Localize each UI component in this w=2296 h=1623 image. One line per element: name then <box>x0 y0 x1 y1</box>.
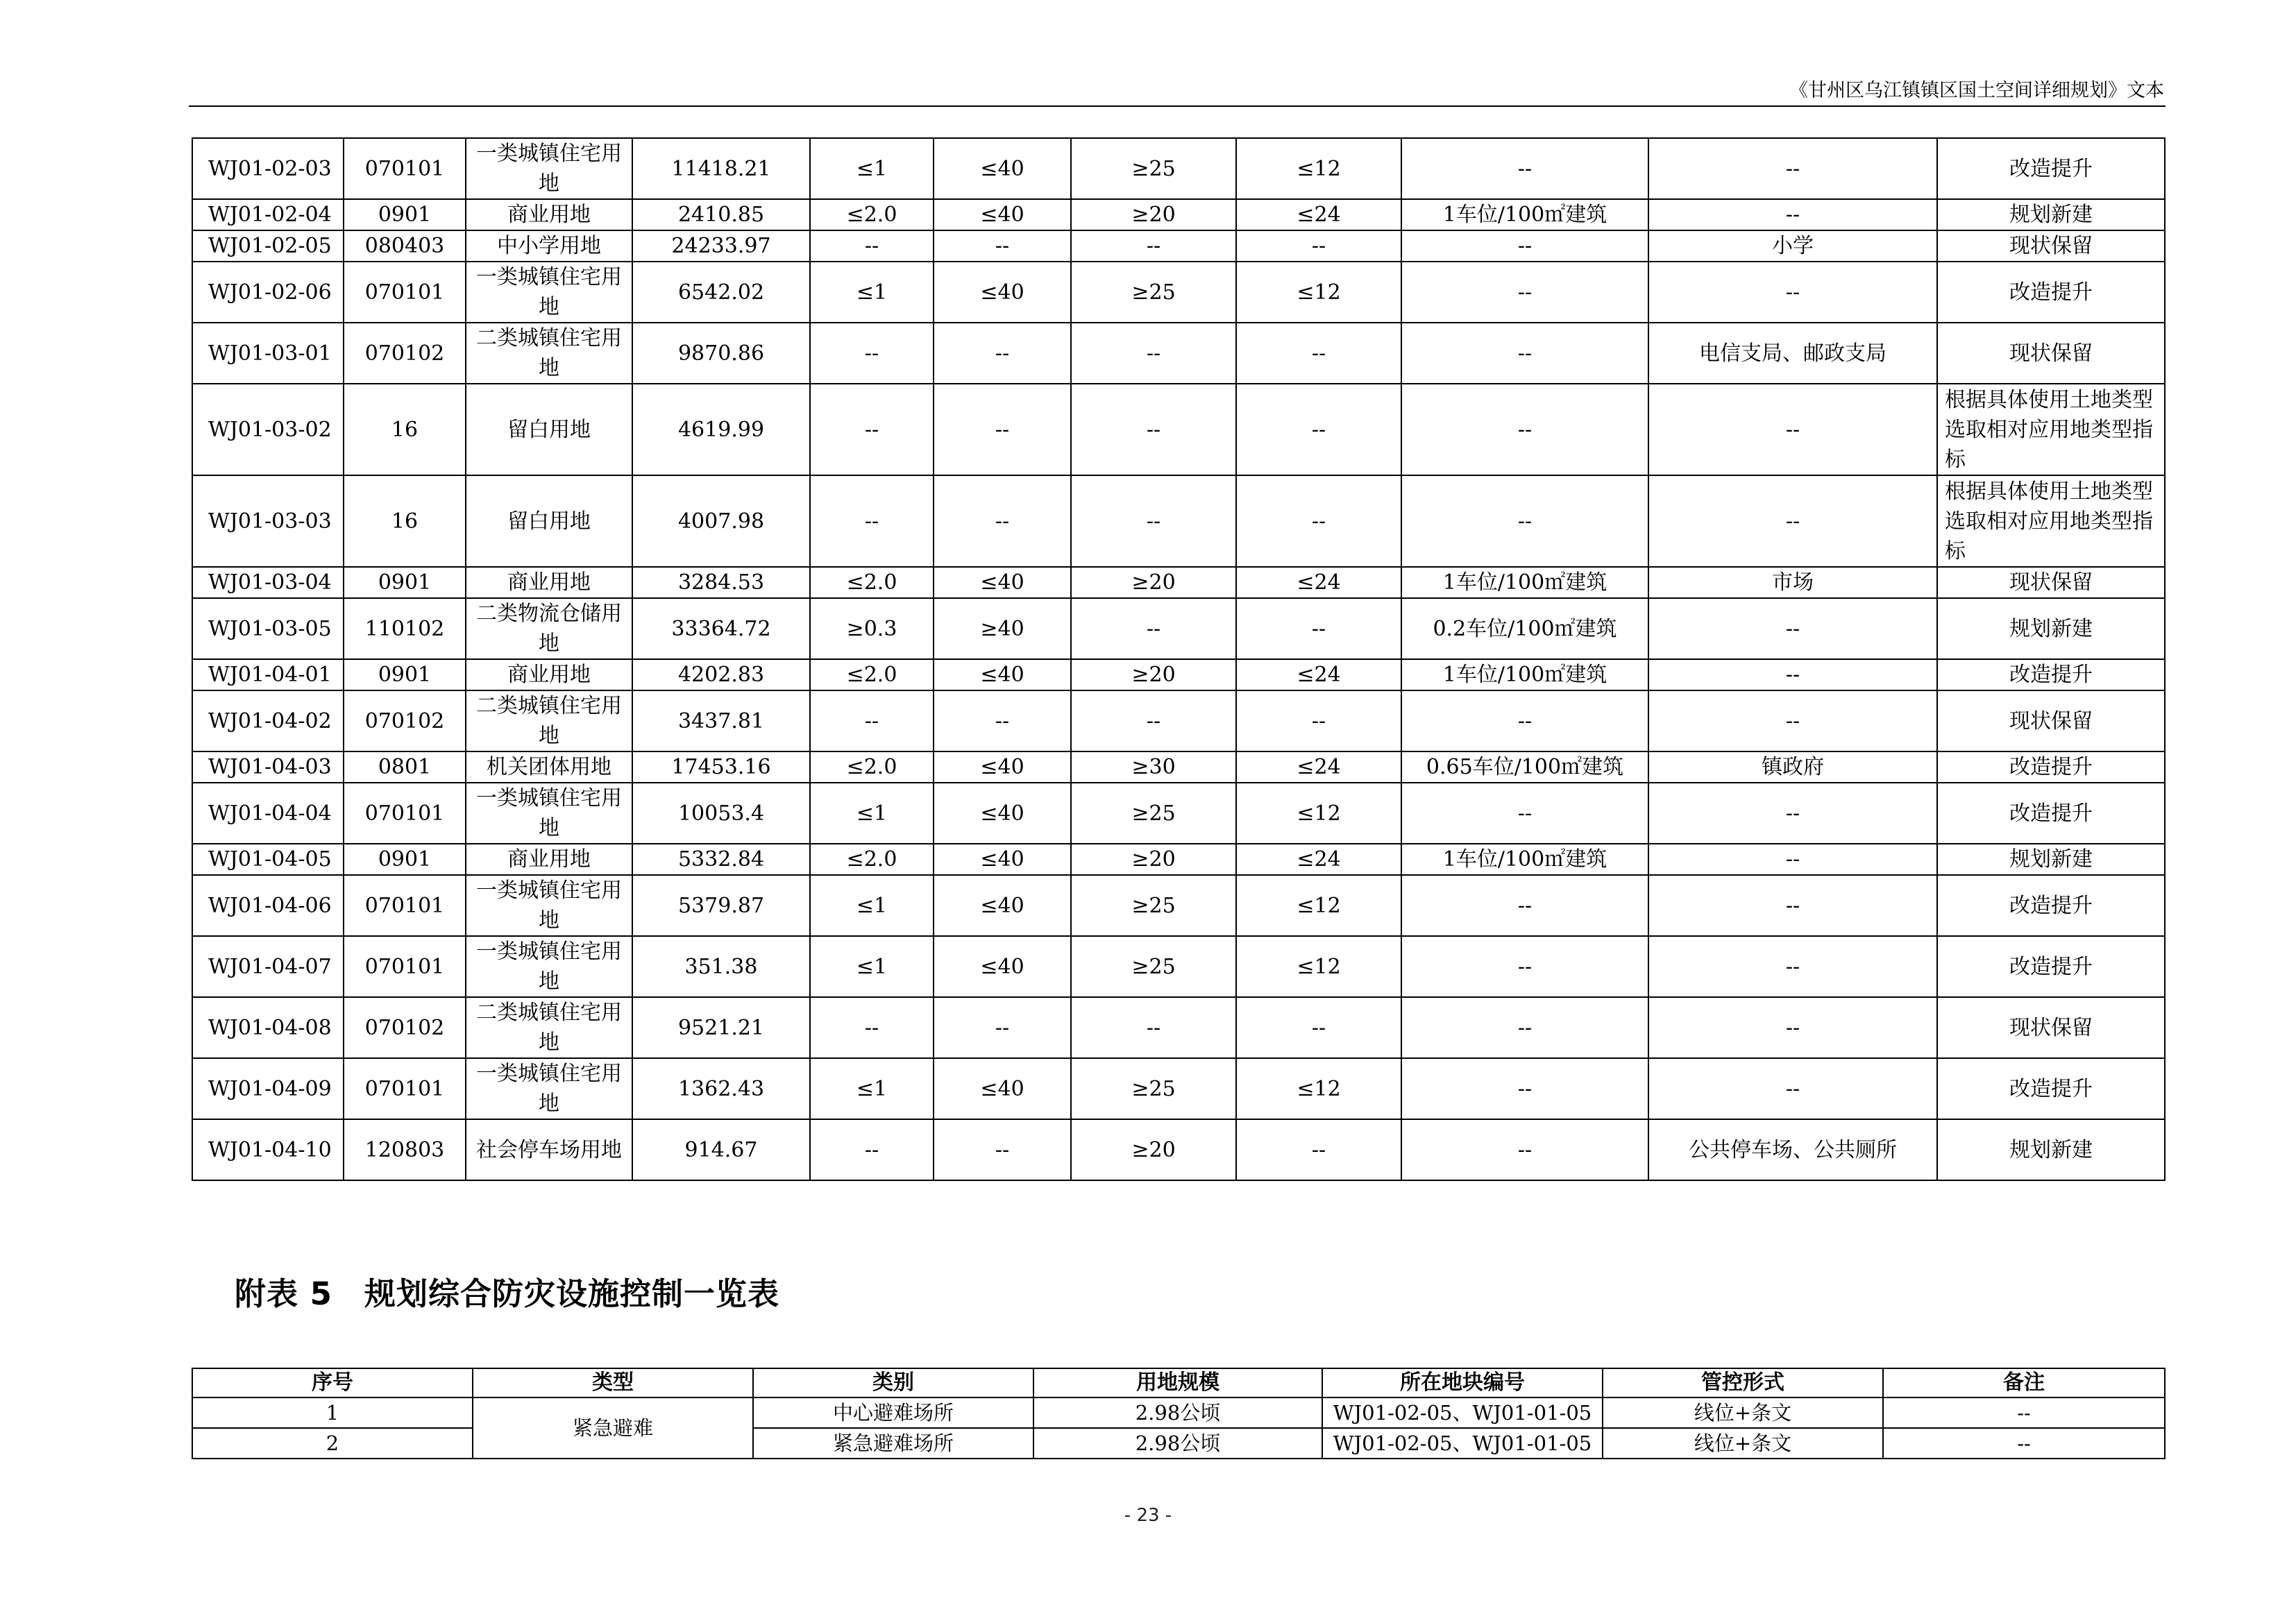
cell-green-ratio: -- <box>1071 690 1236 751</box>
cell-type: 紧急避难 <box>473 1397 753 1459</box>
cell-coverage: -- <box>934 230 1071 262</box>
cell-area: 914.67 <box>632 1119 810 1180</box>
table-row <box>192 230 2165 262</box>
cell-area: 4007.98 <box>632 475 810 567</box>
cell-plot-id: WJ01-02-04 <box>192 199 344 230</box>
cell-parking: -- <box>1401 475 1648 567</box>
cell-land-code: 070101 <box>344 138 466 199</box>
cell-height: -- <box>1236 475 1401 567</box>
cell-parking: 1车位/100㎡建筑 <box>1401 199 1648 230</box>
header-cell-land-scale: 用地规模 <box>1033 1368 1322 1397</box>
table-row <box>192 475 2165 567</box>
cell-area: 5332.84 <box>632 844 810 875</box>
cell-plot-id: WJ01-04-06 <box>192 875 344 936</box>
cell-coverage: ≤40 <box>934 936 1071 997</box>
cell-facilities: 公共停车场、公共厕所 <box>1648 1119 1937 1180</box>
cell-area: 5379.87 <box>632 875 810 936</box>
cell-land-type: 一类城镇住宅用地 <box>466 138 632 199</box>
table-row <box>192 598 2165 659</box>
cell-land-type: 一类城镇住宅用地 <box>466 1058 632 1119</box>
cell-plot-id: WJ01-02-05 <box>192 230 344 262</box>
cell-remark: 改造提升 <box>1937 659 2165 690</box>
cell-facilities: -- <box>1648 199 1937 230</box>
cell-land-scale: 2.98公顷 <box>1033 1397 1322 1428</box>
cell-remark: 规划新建 <box>1937 844 2165 875</box>
cell-land-type: 二类物流仓储用地 <box>466 598 632 659</box>
cell-area: 4202.83 <box>632 659 810 690</box>
cell-far: ≤1 <box>810 138 934 199</box>
table-row <box>192 659 2165 690</box>
table-row <box>192 875 2165 936</box>
table-row <box>192 138 2165 199</box>
cell-area: 10053.4 <box>632 783 810 844</box>
cell-remark: -- <box>1883 1397 2165 1428</box>
cell-index: 2 <box>192 1428 473 1459</box>
cell-facilities: -- <box>1648 690 1937 751</box>
table-row <box>192 1397 2165 1428</box>
disaster-facility-table <box>192 1368 2166 1459</box>
cell-far: ≤1 <box>810 936 934 997</box>
cell-green-ratio: ≥20 <box>1071 844 1236 875</box>
cell-land-type: 商业用地 <box>466 659 632 690</box>
cell-parking: -- <box>1401 1119 1648 1180</box>
cell-area: 17453.16 <box>632 751 810 783</box>
cell-remark: 改造提升 <box>1937 138 2165 199</box>
cell-coverage: ≤40 <box>934 659 1071 690</box>
cell-height: -- <box>1236 1119 1401 1180</box>
cell-coverage: -- <box>934 475 1071 567</box>
document-header-title: 《甘州区乌江镇镇区国土空间详细规划》文本 <box>1789 80 2164 101</box>
cell-remark: 现状保留 <box>1937 690 2165 751</box>
plot-control-table <box>192 137 2166 1181</box>
cell-land-scale: 2.98公顷 <box>1033 1428 1322 1459</box>
cell-area: 2410.85 <box>632 199 810 230</box>
cell-plot-id: WJ01-04-07 <box>192 936 344 997</box>
cell-facilities: -- <box>1648 997 1937 1058</box>
cell-height: ≤24 <box>1236 844 1401 875</box>
cell-facilities: -- <box>1648 384 1937 475</box>
cell-green-ratio: ≥20 <box>1071 199 1236 230</box>
cell-far: ≤1 <box>810 262 934 323</box>
cell-height: -- <box>1236 323 1401 384</box>
cell-land-code: 110102 <box>344 598 466 659</box>
table-row <box>192 1119 2165 1180</box>
cell-far: ≤2.0 <box>810 659 934 690</box>
cell-green-ratio: -- <box>1071 323 1236 384</box>
cell-category: 紧急避难场所 <box>753 1428 1033 1459</box>
cell-land-type: 留白用地 <box>466 475 632 567</box>
cell-land-code: 070102 <box>344 997 466 1058</box>
cell-parking: -- <box>1401 690 1648 751</box>
cell-land-code: 070101 <box>344 936 466 997</box>
cell-plot-id: WJ01-02-03 <box>192 138 344 199</box>
cell-far: ≤2.0 <box>810 844 934 875</box>
cell-height: ≤12 <box>1236 875 1401 936</box>
header-cell-type: 类型 <box>473 1368 753 1397</box>
cell-facilities: -- <box>1648 659 1937 690</box>
cell-plot-id: WJ01-04-08 <box>192 997 344 1058</box>
cell-area: 6542.02 <box>632 262 810 323</box>
cell-far: ≤1 <box>810 1058 934 1119</box>
cell-coverage: -- <box>934 690 1071 751</box>
section-title: 附表 5 规划综合防灾设施控制一览表 <box>235 1275 779 1312</box>
cell-remark: 改造提升 <box>1937 783 2165 844</box>
cell-height: -- <box>1236 997 1401 1058</box>
cell-land-code: 16 <box>344 475 466 567</box>
cell-parking: -- <box>1401 936 1648 997</box>
cell-coverage: -- <box>934 1119 1071 1180</box>
cell-green-ratio: -- <box>1071 997 1236 1058</box>
cell-height: -- <box>1236 230 1401 262</box>
cell-coverage: ≥40 <box>934 598 1071 659</box>
cell-area: 4619.99 <box>632 384 810 475</box>
cell-facilities: 电信支局、邮政支局 <box>1648 323 1937 384</box>
cell-land-type: 商业用地 <box>466 567 632 598</box>
cell-control-form: 线位+条文 <box>1603 1397 1883 1428</box>
cell-index: 1 <box>192 1397 473 1428</box>
cell-green-ratio: ≥25 <box>1071 262 1236 323</box>
cell-plot-id: WJ01-04-04 <box>192 783 344 844</box>
cell-land-type: 一类城镇住宅用地 <box>466 875 632 936</box>
cell-facilities: 镇政府 <box>1648 751 1937 783</box>
cell-facilities: 市场 <box>1648 567 1937 598</box>
cell-remark: -- <box>1883 1428 2165 1459</box>
table-row <box>192 384 2165 475</box>
cell-control-form: 线位+条文 <box>1603 1428 1883 1459</box>
cell-plot-ids: WJ01-02-05、WJ01-01-05 <box>1322 1397 1603 1428</box>
cell-area: 24233.97 <box>632 230 810 262</box>
cell-height: ≤24 <box>1236 199 1401 230</box>
cell-facilities: -- <box>1648 598 1937 659</box>
table-row <box>192 936 2165 997</box>
cell-parking: -- <box>1401 1058 1648 1119</box>
cell-remark: 改造提升 <box>1937 1058 2165 1119</box>
cell-remark: 规划新建 <box>1937 598 2165 659</box>
cell-height: -- <box>1236 598 1401 659</box>
cell-area: 3437.81 <box>632 690 810 751</box>
header-cell-index: 序号 <box>192 1368 473 1397</box>
cell-coverage: ≤40 <box>934 1058 1071 1119</box>
cell-parking: -- <box>1401 875 1648 936</box>
table-row <box>192 323 2165 384</box>
header-cell-control-form: 管控形式 <box>1603 1368 1883 1397</box>
cell-height: ≤12 <box>1236 1058 1401 1119</box>
cell-land-code: 120803 <box>344 1119 466 1180</box>
table-row <box>192 262 2165 323</box>
cell-land-code: 070101 <box>344 875 466 936</box>
cell-plot-id: WJ01-03-04 <box>192 567 344 598</box>
cell-facilities: 小学 <box>1648 230 1937 262</box>
cell-area: 11418.21 <box>632 138 810 199</box>
cell-coverage: ≤40 <box>934 199 1071 230</box>
cell-green-ratio: -- <box>1071 598 1236 659</box>
cell-remark: 改造提升 <box>1937 262 2165 323</box>
cell-land-type: 留白用地 <box>466 384 632 475</box>
cell-coverage: ≤40 <box>934 751 1071 783</box>
cell-green-ratio: ≥20 <box>1071 659 1236 690</box>
cell-parking: -- <box>1401 384 1648 475</box>
cell-height: -- <box>1236 690 1401 751</box>
cell-height: ≤24 <box>1236 567 1401 598</box>
cell-green-ratio: ≥30 <box>1071 751 1236 783</box>
cell-coverage: -- <box>934 323 1071 384</box>
cell-parking: 1车位/100㎡建筑 <box>1401 567 1648 598</box>
cell-plot-id: WJ01-03-05 <box>192 598 344 659</box>
cell-height: ≤12 <box>1236 262 1401 323</box>
cell-parking: 0.2车位/100㎡建筑 <box>1401 598 1648 659</box>
table-row <box>192 567 2165 598</box>
cell-land-code: 070102 <box>344 690 466 751</box>
cell-plot-id: WJ01-04-01 <box>192 659 344 690</box>
table-row <box>192 844 2165 875</box>
cell-green-ratio: ≥25 <box>1071 1058 1236 1119</box>
cell-green-ratio: ≥25 <box>1071 936 1236 997</box>
cell-land-type: 一类城镇住宅用地 <box>466 783 632 844</box>
cell-far: -- <box>810 323 934 384</box>
cell-area: 9870.86 <box>632 323 810 384</box>
header-cell-category: 类别 <box>753 1368 1033 1397</box>
cell-height: ≤24 <box>1236 751 1401 783</box>
cell-facilities: -- <box>1648 475 1937 567</box>
cell-land-type: 中小学用地 <box>466 230 632 262</box>
table-row <box>192 199 2165 230</box>
cell-land-code: 070101 <box>344 783 466 844</box>
cell-plot-id: WJ01-02-06 <box>192 262 344 323</box>
cell-far: ≤1 <box>810 783 934 844</box>
cell-remark: 根据具体使用土地类型选取相对应用地类型指标 <box>1937 475 2165 567</box>
cell-facilities: -- <box>1648 783 1937 844</box>
table-row <box>192 783 2165 844</box>
cell-plot-id: WJ01-04-09 <box>192 1058 344 1119</box>
cell-coverage: ≤40 <box>934 262 1071 323</box>
table-row <box>192 751 2165 783</box>
cell-facilities: -- <box>1648 138 1937 199</box>
cell-land-code: 070102 <box>344 323 466 384</box>
cell-height: ≤12 <box>1236 936 1401 997</box>
cell-far: -- <box>810 230 934 262</box>
cell-parking: -- <box>1401 997 1648 1058</box>
cell-land-type: 社会停车场用地 <box>466 1119 632 1180</box>
cell-plot-id: WJ01-03-03 <box>192 475 344 567</box>
cell-land-type: 机关团体用地 <box>466 751 632 783</box>
cell-parking: -- <box>1401 262 1648 323</box>
cell-coverage: ≤40 <box>934 783 1071 844</box>
cell-remark: 现状保留 <box>1937 323 2165 384</box>
cell-far: ≤1 <box>810 875 934 936</box>
header-cell-plot-ids: 所在地块编号 <box>1322 1368 1603 1397</box>
cell-coverage: -- <box>934 384 1071 475</box>
cell-land-code: 0901 <box>344 199 466 230</box>
cell-land-type: 商业用地 <box>466 844 632 875</box>
cell-facilities: -- <box>1648 936 1937 997</box>
cell-area: 9521.21 <box>632 997 810 1058</box>
cell-parking: 1车位/100㎡建筑 <box>1401 844 1648 875</box>
cell-plot-id: WJ01-04-05 <box>192 844 344 875</box>
cell-height: -- <box>1236 384 1401 475</box>
table-row <box>192 690 2165 751</box>
cell-area: 351.38 <box>632 936 810 997</box>
cell-far: ≤2.0 <box>810 567 934 598</box>
cell-land-type: 二类城镇住宅用地 <box>466 997 632 1058</box>
cell-green-ratio: ≥20 <box>1071 1119 1236 1180</box>
cell-coverage: ≤40 <box>934 844 1071 875</box>
cell-area: 1362.43 <box>632 1058 810 1119</box>
cell-remark: 改造提升 <box>1937 936 2165 997</box>
cell-land-code: 0901 <box>344 844 466 875</box>
cell-area: 3284.53 <box>632 567 810 598</box>
cell-remark: 现状保留 <box>1937 567 2165 598</box>
cell-far: ≥0.3 <box>810 598 934 659</box>
cell-parking: 0.65车位/100㎡建筑 <box>1401 751 1648 783</box>
header-rule <box>189 105 2166 107</box>
cell-far: -- <box>810 997 934 1058</box>
cell-plot-id: WJ01-04-02 <box>192 690 344 751</box>
cell-parking: -- <box>1401 138 1648 199</box>
cell-coverage: ≤40 <box>934 138 1071 199</box>
cell-plot-id: WJ01-03-01 <box>192 323 344 384</box>
cell-far: ≤2.0 <box>810 751 934 783</box>
cell-land-type: 商业用地 <box>466 199 632 230</box>
cell-remark: 现状保留 <box>1937 997 2165 1058</box>
cell-parking: -- <box>1401 783 1648 844</box>
cell-land-type: 二类城镇住宅用地 <box>466 690 632 751</box>
cell-remark: 现状保留 <box>1937 230 2165 262</box>
cell-coverage: -- <box>934 997 1071 1058</box>
cell-parking: -- <box>1401 230 1648 262</box>
cell-height: ≤12 <box>1236 138 1401 199</box>
cell-land-type: 二类城镇住宅用地 <box>466 323 632 384</box>
cell-land-code: 080403 <box>344 230 466 262</box>
cell-green-ratio: ≥25 <box>1071 875 1236 936</box>
cell-far: -- <box>810 384 934 475</box>
cell-land-type: 一类城镇住宅用地 <box>466 262 632 323</box>
cell-area: 33364.72 <box>632 598 810 659</box>
cell-green-ratio: ≥25 <box>1071 138 1236 199</box>
cell-green-ratio: -- <box>1071 475 1236 567</box>
cell-height: ≤24 <box>1236 659 1401 690</box>
table-row <box>192 1058 2165 1119</box>
cell-plot-id: WJ01-04-10 <box>192 1119 344 1180</box>
cell-plot-ids: WJ01-02-05、WJ01-01-05 <box>1322 1428 1603 1459</box>
cell-parking: 1车位/100㎡建筑 <box>1401 659 1648 690</box>
cell-coverage: ≤40 <box>934 567 1071 598</box>
cell-facilities: -- <box>1648 1058 1937 1119</box>
cell-green-ratio: ≥25 <box>1071 783 1236 844</box>
cell-far: ≤2.0 <box>810 199 934 230</box>
cell-remark: 改造提升 <box>1937 751 2165 783</box>
cell-remark: 规划新建 <box>1937 199 2165 230</box>
cell-green-ratio: ≥20 <box>1071 567 1236 598</box>
cell-land-code: 070101 <box>344 1058 466 1119</box>
cell-facilities: -- <box>1648 844 1937 875</box>
cell-remark: 规划新建 <box>1937 1119 2165 1180</box>
cell-plot-id: WJ01-04-03 <box>192 751 344 783</box>
cell-height: ≤12 <box>1236 783 1401 844</box>
cell-land-code: 16 <box>344 384 466 475</box>
cell-land-type: 一类城镇住宅用地 <box>466 936 632 997</box>
cell-parking: -- <box>1401 323 1648 384</box>
cell-far: -- <box>810 475 934 567</box>
cell-category: 中心避难场所 <box>753 1397 1033 1428</box>
table-row <box>192 997 2165 1058</box>
cell-plot-id: WJ01-03-02 <box>192 384 344 475</box>
cell-land-code: 0801 <box>344 751 466 783</box>
page-number: - 23 - <box>1124 1505 1172 1526</box>
cell-land-code: 070101 <box>344 262 466 323</box>
cell-far: -- <box>810 1119 934 1180</box>
cell-facilities: -- <box>1648 875 1937 936</box>
cell-remark: 改造提升 <box>1937 875 2165 936</box>
cell-far: -- <box>810 690 934 751</box>
cell-facilities: -- <box>1648 262 1937 323</box>
cell-green-ratio: -- <box>1071 230 1236 262</box>
cell-coverage: ≤40 <box>934 875 1071 936</box>
cell-land-code: 0901 <box>344 567 466 598</box>
header-cell-remark: 备注 <box>1883 1368 2165 1397</box>
cell-land-code: 0901 <box>344 659 466 690</box>
cell-remark: 根据具体使用土地类型选取相对应用地类型指标 <box>1937 384 2165 475</box>
table-header-row <box>192 1368 2165 1397</box>
cell-green-ratio: -- <box>1071 384 1236 475</box>
